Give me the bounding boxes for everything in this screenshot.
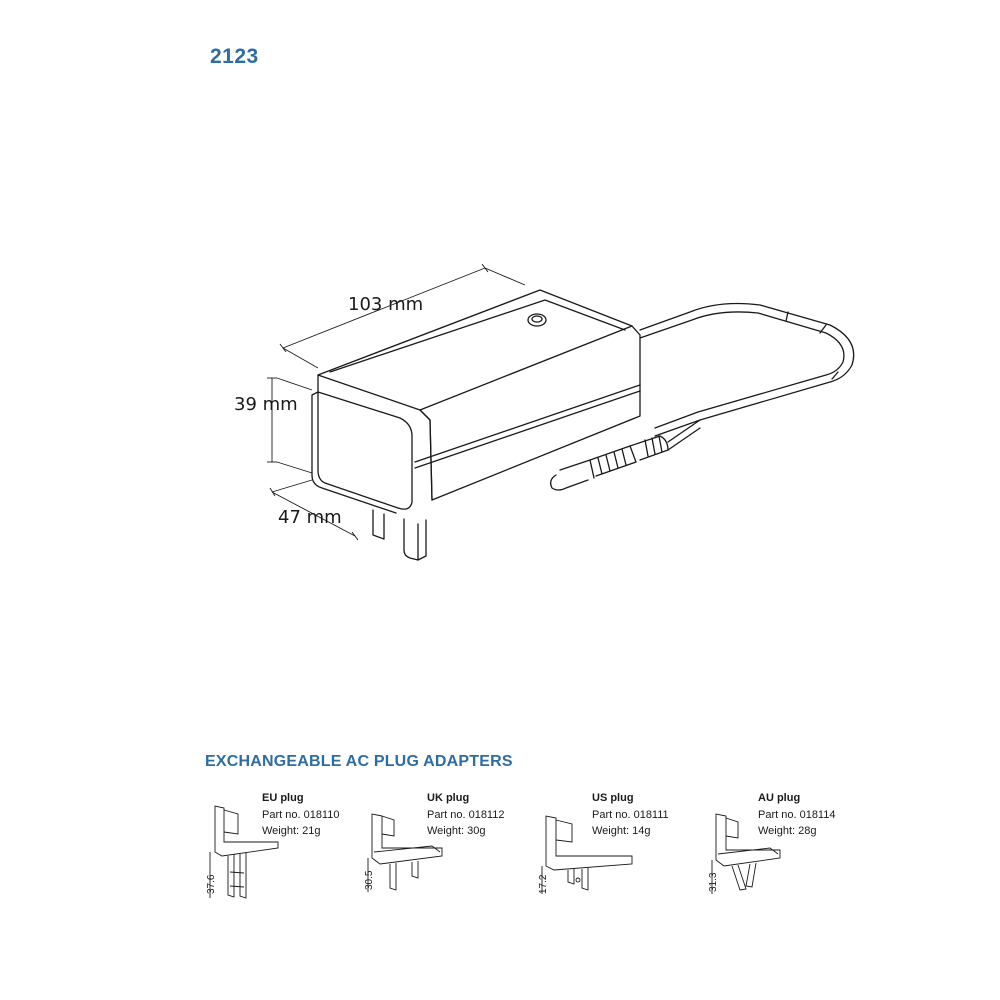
us-plug-info [592, 790, 669, 840]
au-plug [704, 790, 869, 910]
section-title: EXCHANGEABLE AC PLUG ADAPTERS [205, 753, 513, 770]
uk-plug [362, 790, 527, 910]
eu-plug-height: 37.6 [206, 874, 217, 894]
au-plug-info [758, 790, 835, 840]
eu-plug-part: Part no. 018110 [262, 808, 340, 821]
uk-plug-weight: Weight: 30g [427, 825, 486, 837]
uk-plug-height: 30.5 [364, 870, 375, 890]
us-plug [538, 790, 703, 910]
au-plug-name: AU plug [758, 792, 801, 804]
eu-plug-info [262, 790, 339, 840]
height-dimension: 39 mm [234, 394, 298, 415]
au-plug-weight: Weight: 28g [758, 825, 817, 837]
length-dimension: 103 mm [348, 294, 424, 315]
uk-plug-part: Part no. 018112 [427, 808, 505, 821]
uk-plug-info [427, 790, 504, 840]
width-dimension: 47 mm [278, 507, 342, 528]
au-plug-part: Part no. 018114 [758, 808, 836, 821]
eu-plug-name: EU plug [262, 792, 304, 804]
us-plug-height: 17.2 [538, 874, 549, 894]
us-plug-weight: Weight: 14g [592, 825, 651, 837]
au-plug-height: 31.3 [708, 872, 719, 892]
us-plug-part: Part no. 018111 [592, 808, 669, 821]
us-plug-name: US plug [592, 792, 634, 804]
uk-plug-name: UK plug [427, 792, 470, 804]
eu-plug-weight: Weight: 21g [262, 825, 321, 837]
model-number: 2123 [210, 45, 259, 68]
eu-plug [200, 790, 365, 910]
